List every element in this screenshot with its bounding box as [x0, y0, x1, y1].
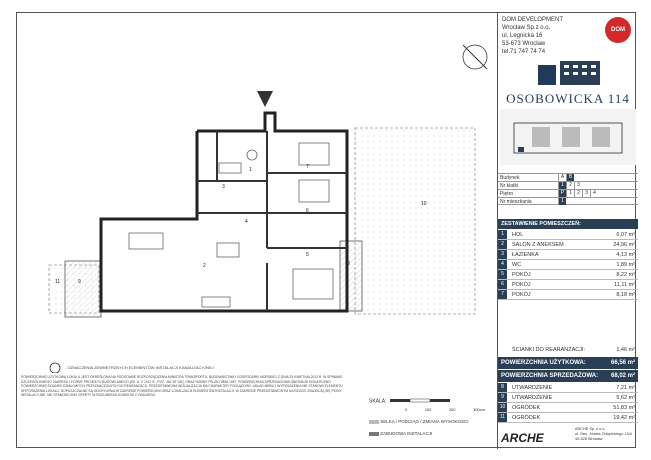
scale-tick: 300cm: [472, 407, 485, 412]
unit-row-building: [498, 173, 638, 181]
unit-row-label: Budynek: [500, 175, 520, 181]
room-number: 1: [498, 230, 507, 239]
sale-area-row: [498, 370, 638, 382]
unit-cell-selected: P: [558, 190, 566, 197]
project-title: OSOBOWICKA 114: [506, 91, 630, 106]
extra-area: 19,42 m²: [613, 415, 635, 421]
developer-phone: tel.71 747 74 74: [502, 49, 546, 55]
unit-cell: A: [558, 174, 566, 181]
unit-cell-selected: B: [566, 174, 574, 181]
sale-area-label: POWIERZCHNIA SPRZEDAŻOWA:: [501, 373, 599, 379]
unit-row-label: Piętro: [500, 191, 514, 197]
arche-logo: ARCHE: [501, 431, 544, 445]
legend-swatch: [369, 420, 379, 424]
room-name: POKÓJ: [512, 292, 531, 298]
room-row: [498, 240, 638, 250]
extra-name: UTWARDZENIE: [512, 395, 553, 401]
arche-company: ARCHE Sp. z o.o.: [575, 427, 606, 431]
unit-cell-selected: 1: [558, 182, 566, 189]
legal-note: POWIERZCHNIĘ UŻYTKOWĄ LOKALU JEST OKREŚLONA NA PODSTAWIE ROZPORZĄDZENIA MINISTRA TRANSPORTU, BUDOWNICTWA I GOSPODARKI MORSKIEJ Z DNIA 25 KWIETNIA 2012 R. W SPRAWIE SZCZEGÓŁOWEGO ZAKRESU I FORMY PROJEKTU BUDOWLANEGO (DZ. U. Z 2012 R., POZ. 462 ZE ZM.) ORAZ NORMY PN-ISO 9836:1997. POWIERZCHNIA SPRZEDAŻOWA OBEJMUJE DODATKOWO POWIERZCHNIĘ ŚCIANEK DZIAŁOWYCH PRZEZNACZONYCH DO REARANŻACJI. PRZEDSTAWIONA WIZUALIZACJA MA CHARAKTER POGLĄDOWY. UKŁAD MEBLI I WYPOSAŻENIA NIE STANOWI ELEMENTU WYPOSAŻENIA LOKALU. DOPUSZCZALNE SĄ ODCHYLENIA W ZAKRESIE POWIERZCHNI ORAZ LOKALIZACJI ELEMENTÓW INSTALACJI. W ZAKRESIE PRZEDSTAWIONYM NA RZUCIE ZNAJDUJĄ SIĘ PIONY INSTALACYJNE. NIE STANOWI ONO OFERTY W ROZUMIENIU KODEKSU CYWILNEGO.: [21, 375, 343, 398]
room-area: 11,11 m²: [614, 282, 635, 288]
scale-ticks: [405, 407, 485, 412]
scale-legend-2: [369, 431, 432, 436]
entrance-arrow-icon: [257, 91, 273, 107]
scale-legend-1: [369, 419, 469, 424]
unit-cell: 4: [590, 190, 598, 197]
unit-row-label: Nr mieszkania: [500, 199, 532, 205]
room-name: POKÓJ: [512, 272, 531, 278]
arche-street: ul. Gen. Józefa Chłopickiego 13/4: [575, 432, 632, 436]
unit-cell: 1: [566, 190, 574, 197]
compass-icon: [463, 45, 487, 69]
room-name: ŁAZIENKA: [512, 252, 539, 258]
unit-cell: 3: [582, 190, 590, 197]
scale-tick: 0: [405, 407, 408, 412]
legend-label: ZABUDOWA INSTALACJI: [380, 431, 433, 436]
room-row: [498, 290, 638, 300]
drain-symbol-icon: [50, 363, 60, 373]
room-row: [498, 230, 638, 240]
terrace-8: [340, 241, 362, 311]
room-row: [498, 260, 638, 270]
unit-cell: 2: [574, 190, 582, 197]
walls-area: 1,46 m²: [616, 347, 635, 353]
room-area: 1,89 m²: [616, 262, 635, 268]
room-row: [498, 270, 638, 280]
room-name: SALON Z ANEKSEM: [512, 242, 564, 248]
sale-area-value: 68,02 m²: [610, 373, 635, 379]
walls-row: [498, 345, 638, 355]
sheet: [16, 12, 636, 448]
unit-row-floor: [498, 189, 638, 197]
room-area: 8,18 m²: [616, 292, 635, 298]
extra-area: 5,62 m²: [616, 395, 635, 401]
room-name: WC: [512, 262, 522, 268]
interior-walls: [197, 131, 347, 311]
room-area: 8,22 m²: [616, 272, 635, 278]
usable-area-row: [498, 357, 638, 369]
unit-row-staircase: [498, 181, 638, 189]
extra-name: UTWARDZENIE: [512, 385, 553, 391]
extra-number: 11: [499, 414, 506, 420]
room-number: 3: [498, 250, 507, 259]
room-label-11: 11: [55, 279, 61, 285]
dom-logo: DOM: [605, 17, 631, 43]
usable-area-value: 66,56 m²: [610, 360, 635, 366]
furniture: [129, 143, 333, 307]
scale: [369, 397, 488, 405]
room-name: POKÓJ: [512, 282, 531, 288]
room-label-5: 5: [306, 252, 309, 258]
extra-row: [498, 393, 638, 403]
extra-number: 8: [498, 383, 507, 392]
extra-row: [498, 403, 638, 413]
room-label-1: 1: [249, 167, 252, 173]
extra-name: OGRÓDEK: [512, 415, 541, 421]
arche-info: [575, 427, 632, 442]
room-area: 6,07 m²: [616, 232, 635, 238]
developer-company: Wrocław Sp.z o.o.: [502, 25, 551, 31]
unit-cell-selected: 1: [558, 198, 566, 205]
room-label-2: 2: [203, 263, 206, 269]
room-label-3: 3: [222, 184, 225, 190]
room-row: [498, 250, 638, 260]
floor-plan: [17, 13, 497, 373]
scale-label: SKALA:: [369, 398, 387, 405]
garden-10: [355, 128, 475, 314]
rooms-header: ZESTAWIENIE POMIESZCZEŃ:: [498, 219, 638, 229]
room-number: 7: [498, 290, 507, 299]
building-illustration: [538, 57, 608, 87]
room-label-7: 7: [306, 164, 309, 170]
room-name: HOL: [512, 232, 524, 238]
room-number: 6: [498, 280, 507, 289]
room-number: 2: [498, 240, 507, 249]
developer-info: [502, 16, 563, 56]
info-sidebar: [497, 13, 637, 449]
developer-street: ul. Legnicka 16: [502, 33, 543, 39]
scale-tick: 200: [448, 407, 456, 412]
room-label-9: 9: [78, 279, 81, 285]
room-area: 4,13 m²: [616, 252, 635, 258]
arche-city: 40-528 Wrocław: [575, 437, 603, 441]
developer-city: 53-673 Wrocław: [502, 41, 546, 47]
unit-cell: 2: [566, 182, 574, 189]
unit-row-apartment: [498, 197, 638, 205]
room-number: 5: [498, 270, 507, 279]
unit-row-label: Nr klatki: [500, 183, 519, 189]
extra-row: [498, 383, 638, 393]
unit-cell: 3: [574, 182, 582, 189]
installation-legend: - OZNACZENIA ZEWNĘTRZNYCH ELEMENTÓW INSTALACJI KANALIZACYJNEJ: [65, 365, 214, 370]
site-key-plan: [500, 109, 636, 165]
extra-number: 10: [499, 404, 506, 410]
walls-label: ŚCIANKI DO REARANŻACJI:: [512, 347, 586, 353]
room-label-10: 10: [421, 201, 427, 207]
scale-tick: 100: [424, 407, 432, 412]
extra-area: 7,21 m²: [616, 385, 635, 391]
room-label-8: 8: [347, 261, 350, 267]
terrace-9: [65, 261, 101, 317]
extra-area: 51,83 m²: [613, 405, 635, 411]
room-label-4: 4: [245, 219, 248, 225]
room-number: 4: [498, 260, 507, 269]
legend-swatch: [369, 432, 379, 436]
scale-bar: [388, 397, 488, 405]
extra-row: [498, 413, 638, 423]
legend-label: SELKA / PODCIĄG / ZMIANA WYSOKOŚCI: [380, 419, 469, 424]
usable-area-label: POWIERZCHNIA UŻYTKOWA:: [501, 360, 586, 366]
room-area: 24,96 m²: [613, 242, 635, 248]
room-label-6: 6: [306, 208, 309, 214]
room-row: [498, 280, 638, 290]
extra-number: 9: [498, 393, 507, 402]
developer-name: DOM DEVELOPMENT: [502, 17, 564, 23]
extra-name: OGRÓDEK: [512, 405, 541, 411]
